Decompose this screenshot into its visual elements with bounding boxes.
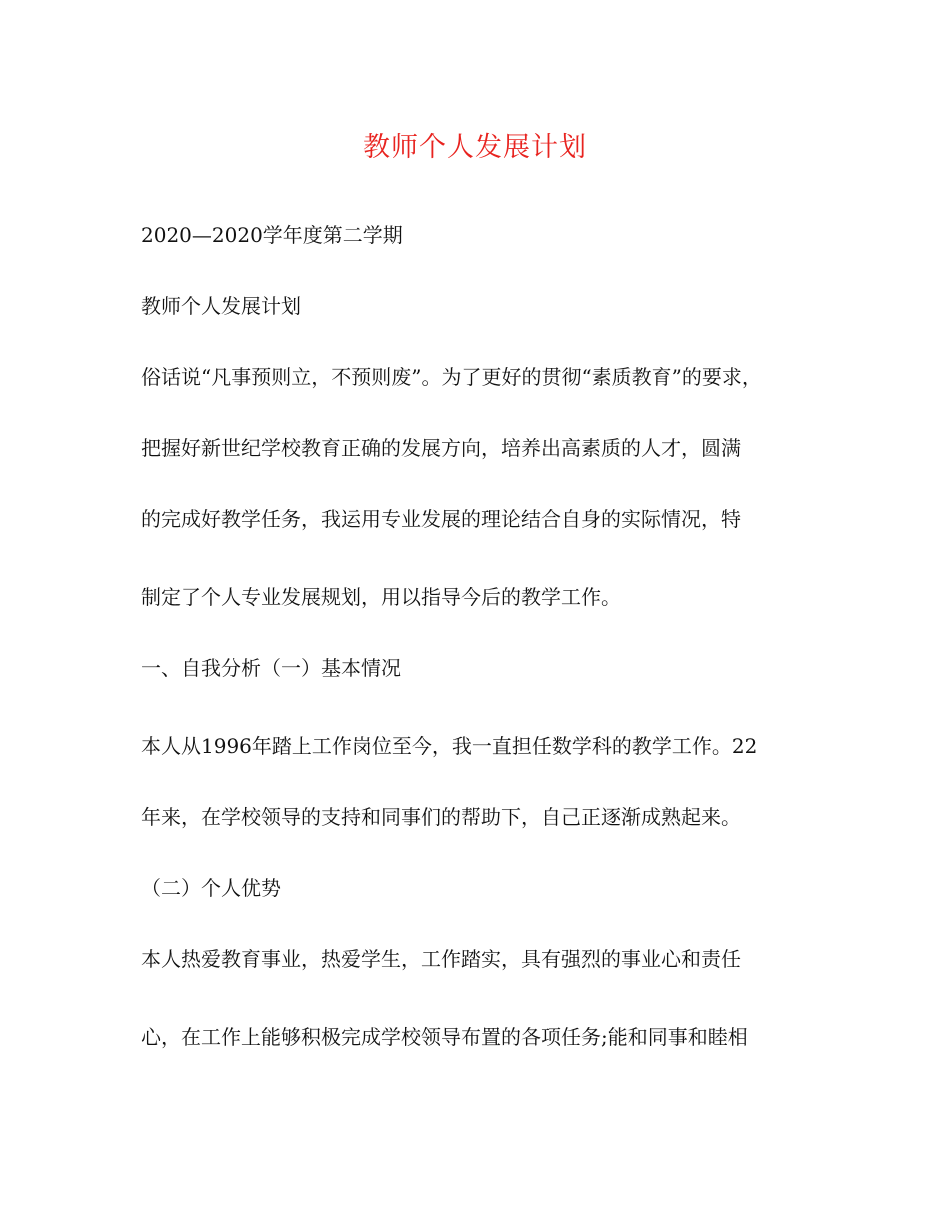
text-line: 年来，在学校领导的支持和同事们的帮助下，自己正逐渐成熟起来。 [141,805,741,829]
text-line: 俗话说“凡事预则立，不预则废”。为了更好的贯彻“素质教育”的要求， [141,365,762,389]
text-line: 一、自我分析（一）基本情况 [141,656,401,680]
text-line: 的完成好教学任务，我运用专业发展的理论结合自身的实际情况，特 [141,507,741,531]
text-line: 2020—2020学年度第二学期 [141,223,403,247]
text-line: 本人热爱教育事业，热爱学生，工作踏实，具有强烈的事业心和责任 [141,947,741,971]
document-title: 教师个人发展计划 [363,132,587,163]
text-line: 制定了个人专业发展规划，用以指导今后的教学工作。 [141,585,621,609]
text-line: （二）个人优势 [141,876,281,900]
text-line: 教师个人发展计划 [141,294,301,318]
text-line: 心，在工作上能够积极完成学校领导布置的各项任务;能和同事和睦相 [141,1025,748,1049]
text-line: 本人从1996年踏上工作岗位至今，我一直担任数学科的教学工作。22 [141,734,758,758]
text-line: 把握好新世纪学校教育正确的发展方向，培养出高素质的人才，圆满 [141,436,741,460]
